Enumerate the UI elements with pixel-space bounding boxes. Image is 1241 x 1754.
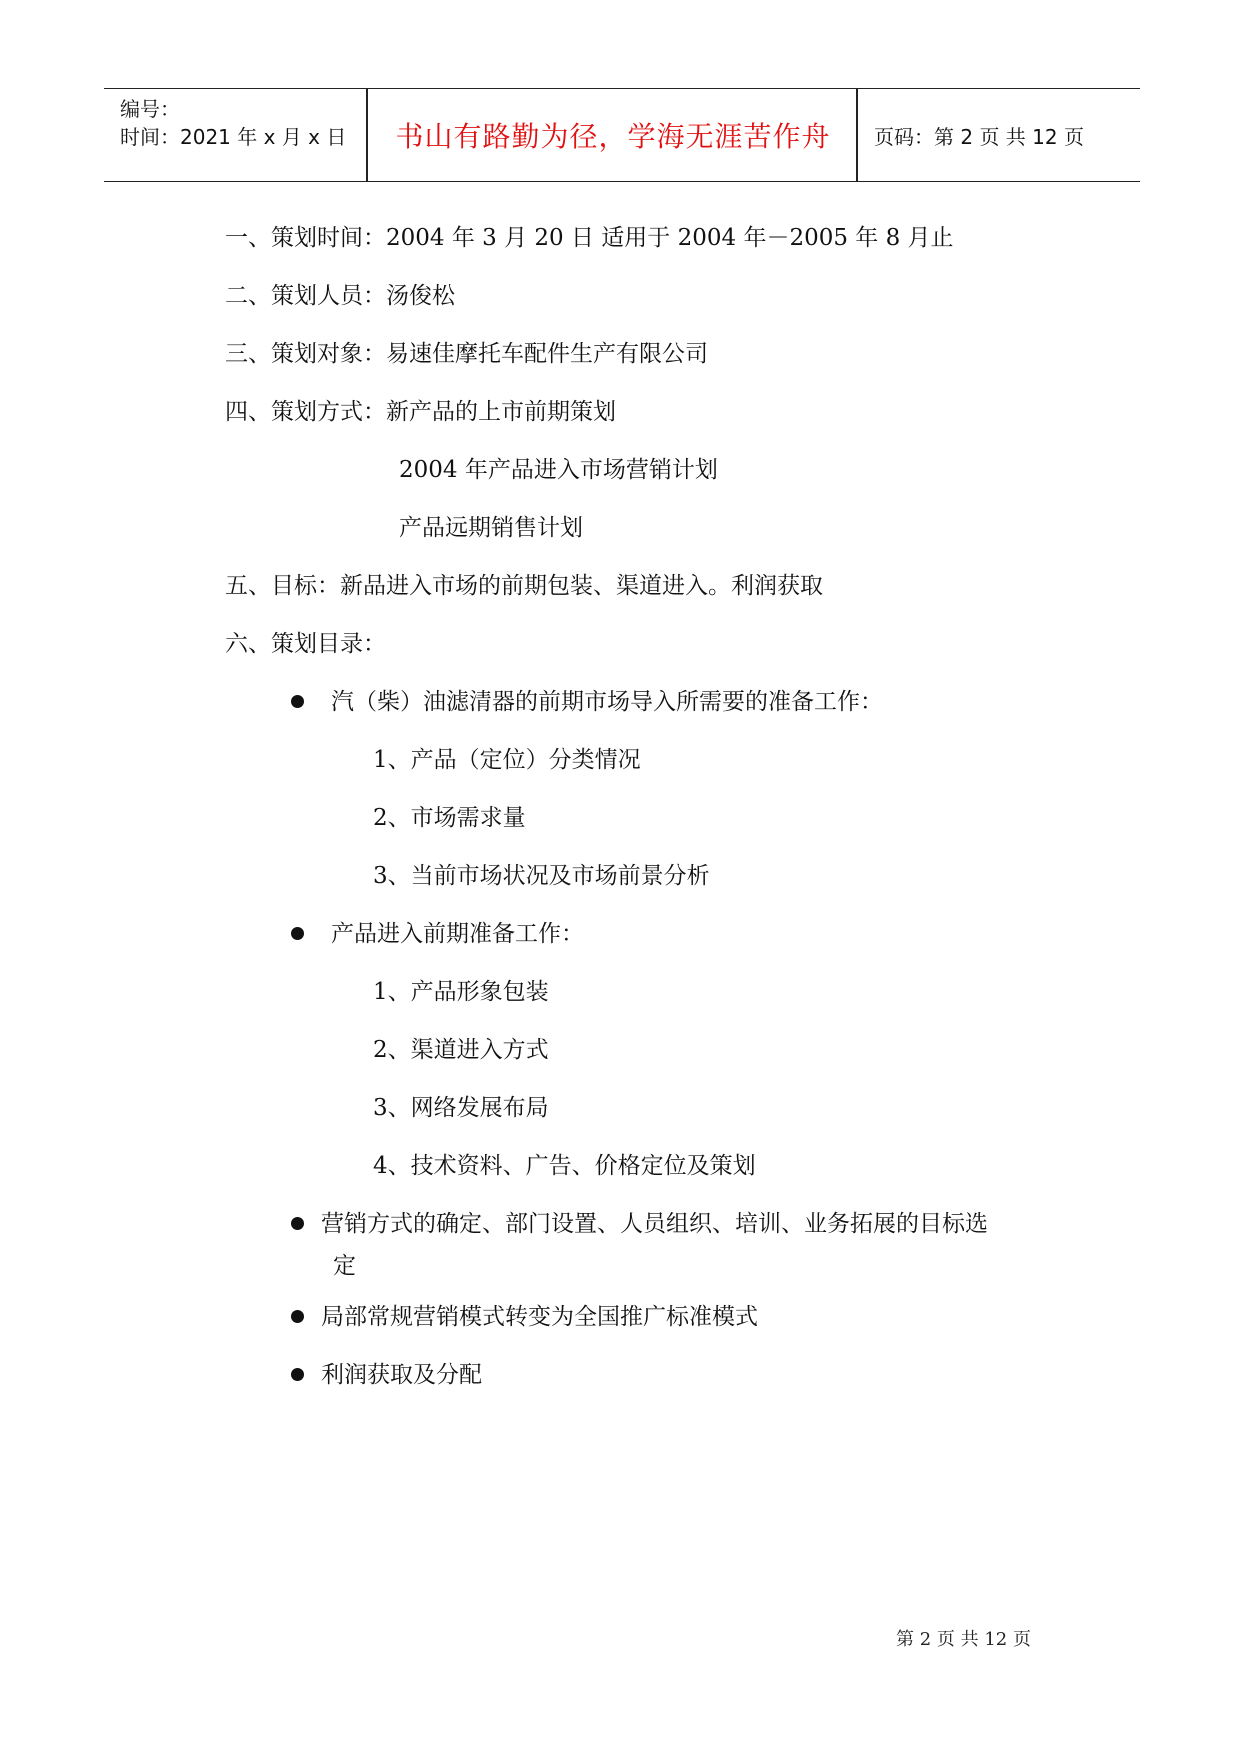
sub-item: 1、产品形象包装 [373, 979, 549, 1005]
sub-item: 3、网络发展布局 [373, 1095, 549, 1121]
sub-item: 2、市场需求量 [373, 805, 526, 831]
header-meta [114, 89, 366, 181]
bullet-dot [291, 1217, 304, 1230]
plan-goal: 五、目标：新品进入市场的前期包装、渠道进入。利润获取 [225, 573, 823, 599]
bullet-dot [291, 927, 304, 940]
sub-item: 4、技术资料、广告、价格定位及策划 [373, 1153, 756, 1179]
plan-contents-heading: 六、策划目录： [225, 631, 386, 657]
plan-method: 四、策划方式：新产品的上市前期策划 [225, 399, 616, 425]
bullet-item: 利润获取及分配 [321, 1362, 482, 1388]
page-footer: 第 2 页 共 12 页 [896, 1629, 1031, 1650]
sub-item: 1、产品（定位）分类情况 [373, 747, 641, 773]
plan-method-line: 产品远期销售计划 [399, 515, 583, 541]
bullet-item: 汽（柴）油滤清器的前期市场导入所需要的准备工作： [331, 689, 883, 715]
bullet-item: 营销方式的确定、部门设置、人员组织、培训、业务拓展的目标选 [321, 1211, 988, 1237]
plan-method-line: 2004 年产品进入市场营销计划 [399, 457, 718, 483]
plan-staff: 二、策划人员：汤俊松 [225, 283, 455, 309]
bullet-dot [291, 1368, 304, 1381]
header-page-number: 页码：第 2 页 共 12 页 [874, 124, 1084, 149]
bullet-dot [291, 695, 304, 708]
plan-time: 一、策划时间：2004 年 3 月 20 日 适用于 2004 年－2005 年 8 月止 [225, 225, 954, 251]
plan-target: 三、策划对象：易速佳摩托车配件生产有限公司 [225, 341, 708, 367]
sub-item: 3、当前市场状况及市场前景分析 [373, 863, 710, 889]
header-divider [856, 89, 858, 181]
header-motto: 书山有路勤为径，学海无涯苦作舟 [395, 120, 831, 153]
bullet-item: 产品进入前期准备工作： [331, 921, 584, 947]
bullet-dot [291, 1310, 304, 1323]
sub-item: 2、渠道进入方式 [373, 1037, 549, 1063]
page-header [104, 88, 1140, 182]
header-divider [366, 89, 368, 181]
bullet-item-continuation: 定 [333, 1253, 356, 1279]
number-label: 编号： [120, 97, 180, 121]
time-label: 时间：2021 年 x 月 x 日 [120, 125, 347, 149]
bullet-item: 局部常规营销模式转变为全国推广标准模式 [321, 1304, 758, 1330]
